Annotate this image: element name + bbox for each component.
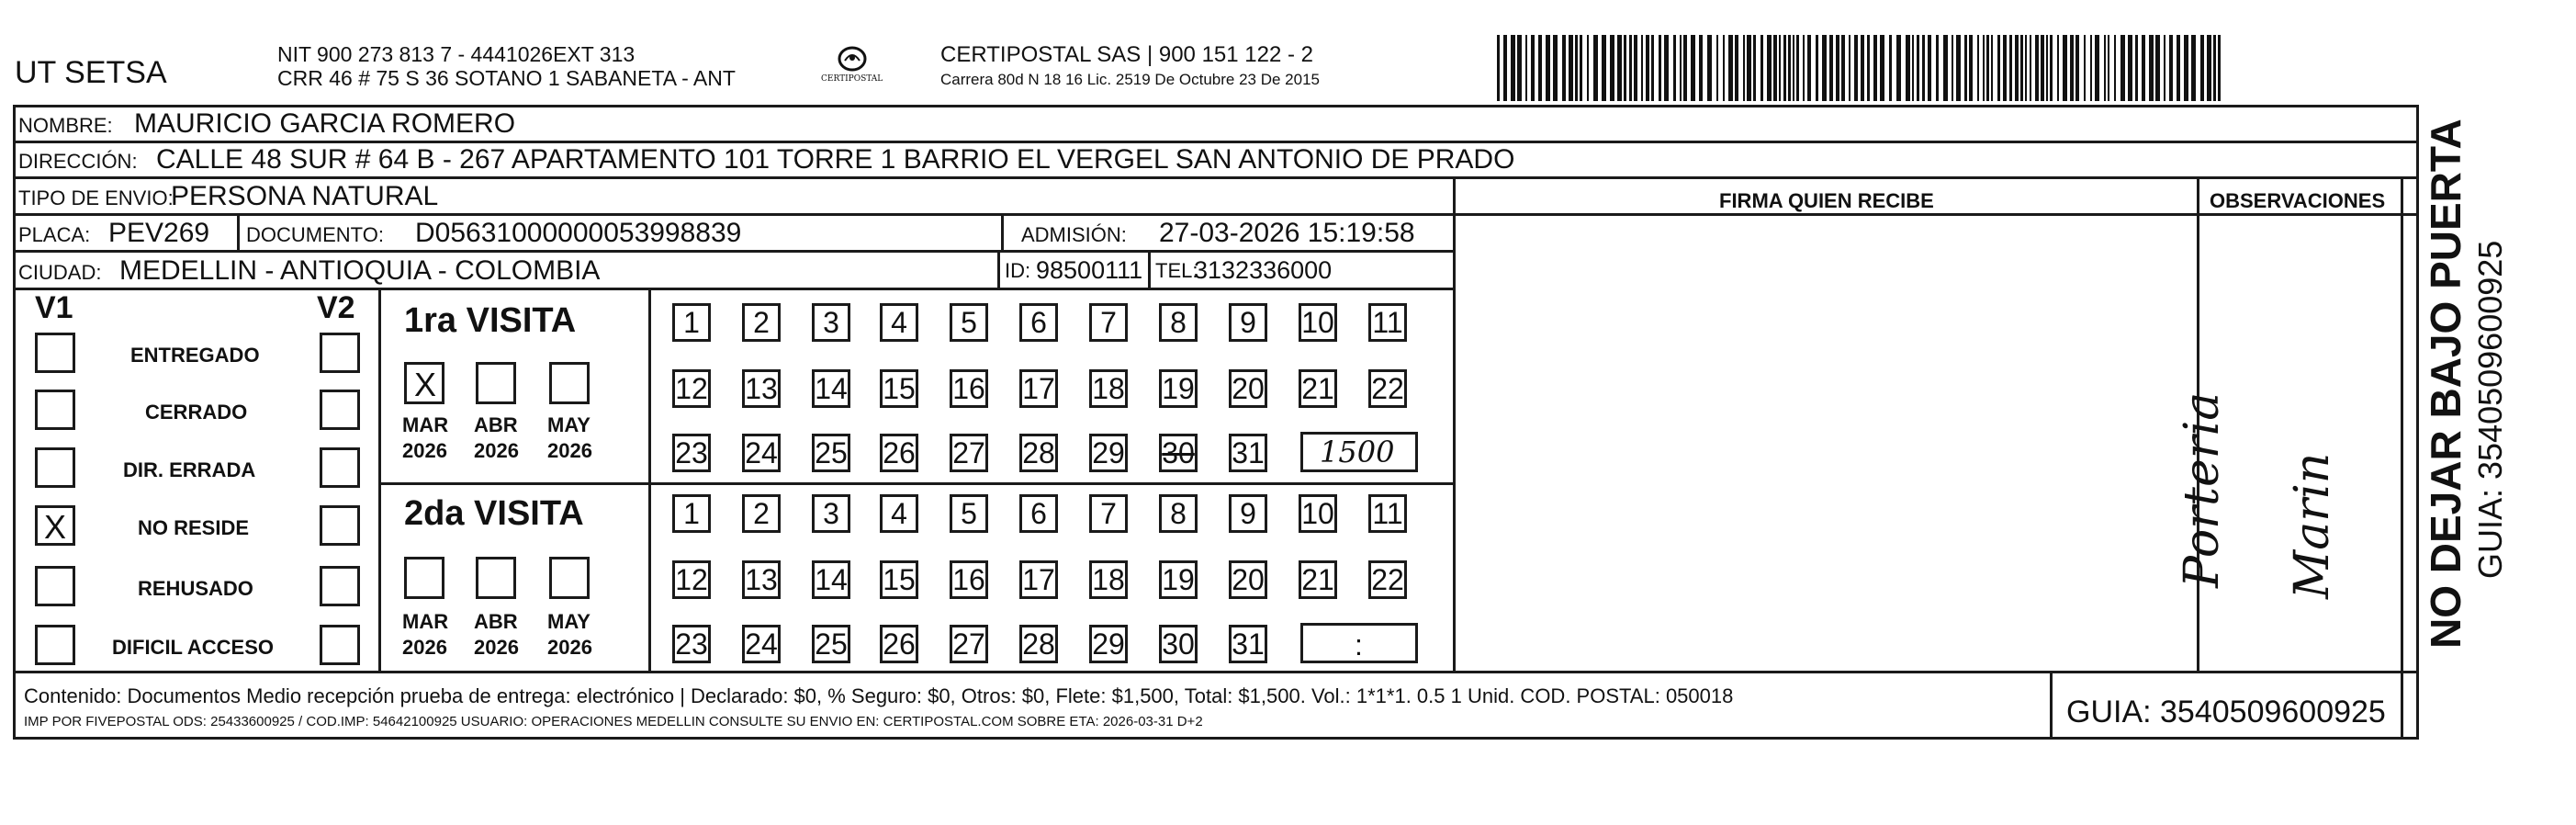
barcode-bar	[1889, 35, 1892, 101]
barcode-bar	[2046, 35, 2048, 101]
status-v2-checkbox[interactable]	[320, 447, 360, 488]
frame-right	[2416, 105, 2419, 740]
company-nit: NIT 900 273 813 7 - 4441026EXT 313	[277, 42, 636, 66]
barcode-bar	[1641, 35, 1643, 101]
carrier-name: CERTIPOSTAL SAS | 900 151 122 - 2	[940, 42, 1313, 67]
status-v1-checkbox[interactable]	[35, 333, 75, 373]
row-line	[13, 250, 1455, 253]
barcode-bar	[1562, 35, 1566, 101]
barcode-bar	[2155, 35, 2160, 101]
day-box[interactable]: 18	[1089, 369, 1128, 408]
day-box[interactable]: 9	[1229, 494, 1267, 533]
barcode-bar	[1867, 35, 1870, 101]
company-name: UT SETSA	[15, 55, 167, 90]
visit2-title: 2da VISITA	[404, 494, 584, 533]
status-v2-checkbox[interactable]	[320, 566, 360, 606]
barcode-bar	[2063, 35, 2067, 101]
barcode-bar	[1849, 35, 1850, 101]
barcode-bar	[1617, 35, 1622, 101]
v2-header: V2	[317, 290, 355, 325]
barcode-bar	[1691, 35, 1695, 101]
barcode-bar	[1546, 35, 1550, 101]
barcode-bar	[1896, 35, 1901, 101]
barcode-bar	[2207, 35, 2211, 101]
barcode-bar	[1553, 35, 1558, 101]
barcode-bar	[2164, 35, 2165, 101]
status-v1-checkbox[interactable]	[35, 447, 75, 488]
day-box[interactable]: 27	[950, 434, 988, 472]
status-label: CERRADO	[145, 401, 248, 424]
barcode-bar	[2213, 35, 2216, 101]
day-box[interactable]: 14	[812, 560, 850, 599]
day-box[interactable]: 30	[1159, 625, 1198, 663]
observation-handwriting-2: Marin	[2285, 452, 2340, 599]
barcode-bar	[2191, 35, 2196, 101]
barcode-bar	[1538, 35, 1542, 101]
day-box[interactable]: 1	[672, 494, 711, 533]
barcode-bar	[2169, 35, 2173, 101]
barcode-bar	[2114, 35, 2116, 101]
barcode-bar	[2120, 35, 2125, 101]
barcode-bar	[2104, 35, 2106, 101]
status-v2-checkbox[interactable]	[320, 505, 360, 546]
logo-icon	[812, 42, 893, 96]
barcode-bar	[1580, 35, 1582, 101]
barcode-bar	[1610, 35, 1614, 101]
barcode-bar	[1922, 35, 1925, 101]
status-v1-checkbox[interactable]	[35, 505, 75, 546]
signature-header: FIRMA QUIEN RECIBE	[1719, 189, 1934, 212]
day-box[interactable]: 8	[1159, 303, 1198, 342]
day-box[interactable]: 4	[880, 494, 918, 533]
day-box[interactable]: 17	[1019, 369, 1058, 408]
observations-header: OBSERVACIONES	[2210, 189, 2386, 212]
row-line	[13, 176, 2417, 179]
day-box[interactable]: 22	[1368, 369, 1407, 408]
status-label: DIFICIL ACCESO	[112, 636, 275, 659]
barcode-bar	[1936, 35, 1939, 101]
month-checkbox[interactable]	[476, 362, 516, 404]
barcode-bar	[1803, 35, 1805, 101]
day-box[interactable]: 26	[880, 625, 918, 663]
frame-bottom	[13, 737, 2419, 740]
day-box[interactable]: 19	[1159, 560, 1198, 599]
col-line	[237, 213, 240, 252]
frame-left	[13, 105, 16, 740]
document-label: DOCUMENTO:	[246, 223, 384, 246]
barcode-bar	[1807, 35, 1811, 101]
barcode-bar	[1986, 35, 1989, 101]
day-box[interactable]: 10	[1299, 303, 1337, 342]
day-box[interactable]: 29	[1089, 625, 1128, 663]
tel-value: 3132336000	[1194, 256, 1333, 284]
day-box[interactable]: 15	[880, 560, 918, 599]
day-box[interactable]: 11	[1368, 303, 1407, 342]
plate-value: PEV269	[108, 218, 210, 248]
barcode-bar	[2070, 35, 2074, 101]
barcode-bar	[1796, 35, 1799, 101]
barcode-bar	[1575, 35, 1578, 101]
barcode-bar	[1753, 35, 1756, 101]
day-box[interactable]: 13	[742, 560, 781, 599]
certipostal-logo	[812, 42, 893, 96]
city-label: CIUDAD:	[18, 261, 102, 284]
barcode-bar	[1906, 35, 1910, 101]
barcode-bar	[1651, 35, 1654, 101]
status-label: REHUSADO	[138, 577, 253, 600]
row-line	[13, 141, 2417, 143]
barcode-bar	[1503, 35, 1507, 101]
barcode-bar	[2075, 35, 2079, 101]
year-label: 2026	[547, 636, 592, 659]
day-box[interactable]: 6	[1019, 303, 1058, 342]
barcode-bar	[1822, 35, 1827, 101]
day-box[interactable]: 11	[1368, 494, 1407, 533]
barcode-bar	[1664, 35, 1669, 101]
day-box[interactable]: 8	[1159, 494, 1198, 533]
barcode-bar	[2020, 35, 2023, 101]
shipment-type: PERSONA NATURAL	[171, 181, 439, 211]
status-v1-checkbox[interactable]	[35, 625, 75, 665]
barcode-bar	[1683, 35, 1687, 101]
barcode-bar	[2030, 35, 2031, 101]
day-box[interactable]: 7	[1089, 494, 1128, 533]
barcode-bar	[2015, 35, 2019, 101]
plate-label: PLACA:	[18, 223, 91, 246]
barcode-bar	[1773, 35, 1777, 101]
barcode-bar	[2025, 35, 2027, 101]
status-label: ENTREGADO	[130, 344, 260, 367]
day-box[interactable]: 23	[672, 434, 711, 472]
barcode-bar	[1680, 35, 1682, 101]
barcode-bar	[1964, 35, 1967, 101]
id-value: 98500111	[1036, 256, 1143, 284]
barcode-bar	[1861, 35, 1864, 101]
day-box[interactable]: 16	[950, 560, 988, 599]
status-v1-checkbox[interactable]	[35, 390, 75, 430]
day-box[interactable]: 24	[742, 434, 781, 472]
barcode-bar	[1829, 35, 1833, 101]
check-mark: X	[44, 508, 67, 546]
barcode-bar	[2035, 35, 2039, 101]
city-value: MEDELLIN - ANTIOQUIA - COLOMBIA	[119, 255, 601, 286]
barcode-bar	[2050, 35, 2053, 101]
month-checkbox[interactable]	[404, 362, 444, 404]
barcode-bar	[1912, 35, 1914, 101]
day-box[interactable]: 31	[1229, 625, 1267, 663]
barcode-bar	[1983, 35, 1985, 101]
day-box[interactable]: 18	[1089, 560, 1128, 599]
barcode-bar	[1707, 35, 1712, 101]
barcode-bar	[2184, 35, 2188, 101]
day-box[interactable]: 7	[1089, 303, 1128, 342]
visit2-time: :	[1355, 628, 1363, 661]
barcode-bar	[2041, 35, 2044, 101]
day-box[interactable]: 20	[1229, 560, 1267, 599]
barcode-bar	[1788, 35, 1791, 101]
barcode-bar	[1997, 35, 2000, 101]
barcode-bar	[2003, 35, 2007, 101]
barcode-bar	[1624, 35, 1626, 101]
barcode-bar	[1760, 35, 1763, 101]
month-label: MAY	[547, 610, 591, 633]
month-label: ABR	[474, 413, 518, 436]
col-line	[1148, 250, 1151, 288]
day-box[interactable]: 13	[742, 369, 781, 408]
barcode-bar	[1569, 35, 1573, 101]
status-label: DIR. ERRADA	[123, 458, 256, 481]
month-label: MAR	[402, 610, 449, 633]
barcode-bar	[1928, 35, 1931, 101]
row-line	[13, 671, 2417, 673]
barcode-bar	[1716, 35, 1718, 101]
barcode-bar	[1699, 35, 1703, 101]
day-box[interactable]: 25	[812, 625, 850, 663]
barcode-bar	[2142, 35, 2145, 101]
name-label: NOMBRE:	[18, 114, 113, 137]
barcode-bar	[1629, 35, 1632, 101]
signature-area[interactable]	[1460, 217, 2193, 667]
type-label: TIPO DE ENVIO:	[18, 186, 174, 209]
day-box[interactable]: 21	[1299, 369, 1337, 408]
check-mark: X	[414, 366, 437, 403]
admission-value: 27-03-2026 15:19:58	[1159, 218, 1415, 248]
barcode-bar	[1593, 35, 1598, 101]
barcode-bar	[1880, 35, 1884, 101]
barcode-bar	[2218, 35, 2221, 101]
barcode-bar	[1917, 35, 1919, 101]
footer-content: Contenido: Documentos Medio recepción prueba de entrega: electrónico | Declarado: $0, % Seguro: $0, Otros: $0, Flete: $1,500, Total: $1,500. Vol.: 1*1*1. 0.5 1 Unid. COD. POSTAL: 050018	[24, 684, 1734, 707]
barcode-bar	[2149, 35, 2154, 101]
day-box[interactable]: 5	[950, 494, 988, 533]
visit1-time-box[interactable]	[1300, 432, 1418, 472]
side-guia: GUIA: 3540509600925	[2471, 240, 2509, 579]
carrier-license: Carrera 80d N 18 16 Lic. 2519 De Octubre 23 De 2015	[940, 71, 1320, 88]
month-checkbox[interactable]	[404, 557, 444, 599]
barcode-bar	[1646, 35, 1649, 101]
company-address: CRR 46 # 75 S 36 SOTANO 1 SABANETA - ANT	[277, 66, 736, 90]
barcode-bar	[1854, 35, 1858, 101]
day-box[interactable]: 2	[742, 303, 781, 342]
day-box[interactable]: 5	[950, 303, 988, 342]
barcode-bar	[1531, 35, 1535, 101]
barcode-bar	[1517, 35, 1522, 101]
barcode-bar	[2128, 35, 2132, 101]
barcode-bar	[1673, 35, 1676, 101]
status-label: NO RESIDE	[138, 516, 250, 539]
day-box[interactable]: 12	[672, 369, 711, 408]
day-box[interactable]: 20	[1229, 369, 1267, 408]
id-label: ID:	[1005, 259, 1031, 282]
barcode-bar	[1728, 35, 1733, 101]
barcode-bar	[1991, 35, 1993, 101]
barcode-bar	[1943, 35, 1948, 101]
col-line	[997, 250, 1000, 288]
barcode-bar	[1511, 35, 1515, 101]
barcode-bar	[1525, 35, 1527, 101]
day-box[interactable]: 1	[672, 303, 711, 342]
barcode-bar	[1767, 35, 1772, 101]
day-box[interactable]: 3	[812, 303, 850, 342]
month-checkbox[interactable]	[549, 362, 590, 404]
address-label: DIRECCIÓN:	[18, 150, 138, 173]
barcode-bar	[1779, 35, 1781, 101]
day-box[interactable]: 3	[812, 494, 850, 533]
tel-label: TEL:	[1155, 259, 1198, 282]
day-box[interactable]: 24	[742, 625, 781, 663]
barcode-bar	[1743, 35, 1745, 101]
barcode-bar	[1587, 35, 1589, 101]
barcode-bar	[1634, 35, 1637, 101]
barcode-bar	[2057, 35, 2059, 101]
day-box[interactable]: 17	[1019, 560, 1058, 599]
barcode-bar	[2095, 35, 2099, 101]
col-line	[648, 288, 651, 672]
barcode-bar	[1977, 35, 1979, 101]
year-label: 2026	[402, 439, 447, 462]
day-box[interactable]: 2	[742, 494, 781, 533]
footer-guia: GUIA: 3540509600925	[2066, 695, 2386, 729]
admission-label: ADMISIÓN:	[1021, 223, 1127, 246]
col-line	[1453, 176, 1456, 672]
recipient-address: CALLE 48 SUR # 64 B - 267 APARTAMENTO 101 TORRE 1 BARRIO EL VERGEL SAN ANTONIO DE PRADO	[156, 144, 1515, 175]
barcode-bar	[2200, 35, 2204, 101]
status-v2-checkbox[interactable]	[320, 390, 360, 430]
month-label: MAY	[547, 413, 591, 436]
day-box[interactable]: 21	[1299, 560, 1337, 599]
barcode-bar	[1841, 35, 1845, 101]
barcode-bar	[1816, 35, 1818, 101]
barcode-bar	[2084, 35, 2086, 101]
barcode-bar	[1747, 35, 1751, 101]
barcode-bar	[1659, 35, 1661, 101]
status-v2-checkbox[interactable]	[320, 625, 360, 665]
barcode-bar	[2090, 35, 2092, 101]
day-box[interactable]: 4	[880, 303, 918, 342]
day-box[interactable]: 15	[880, 369, 918, 408]
day-box[interactable]: 28	[1019, 625, 1058, 663]
visit1-time: 1500	[1320, 435, 1395, 469]
barcode	[1497, 35, 2226, 101]
row-line	[378, 482, 1455, 485]
year-label: 2026	[402, 636, 447, 659]
day-box-marked[interactable]: 30	[1159, 434, 1198, 472]
observation-handwriting-1: Porteria	[2175, 391, 2230, 588]
barcode-bar	[1783, 35, 1786, 101]
day-box[interactable]: 6	[1019, 494, 1058, 533]
month-checkbox[interactable]	[549, 557, 590, 599]
year-label: 2026	[474, 636, 519, 659]
side-warning: NO DEJAR BAJO PUERTA	[2422, 119, 2469, 649]
recipient-name: MAURICIO GARCIA ROMERO	[134, 108, 516, 139]
visit1-title: 1ra VISITA	[404, 301, 577, 340]
row-line	[13, 213, 2417, 216]
month-label: ABR	[474, 610, 518, 633]
day-box[interactable]: 10	[1299, 494, 1337, 533]
logo-text: CERTIPOSTAL	[821, 74, 883, 84]
month-checkbox[interactable]	[476, 557, 516, 599]
barcode-bar	[1836, 35, 1839, 101]
day-box[interactable]: 19	[1159, 369, 1198, 408]
day-box[interactable]: 26	[880, 434, 918, 472]
col-line	[378, 288, 381, 672]
col-line	[1001, 213, 1004, 252]
col-line	[2401, 105, 2403, 178]
day-box[interactable]: 16	[950, 369, 988, 408]
barcode-bar	[2108, 35, 2109, 101]
barcode-bar	[2009, 35, 2012, 101]
day-box[interactable]: 22	[1368, 560, 1407, 599]
barcode-bar	[1873, 35, 1877, 101]
row-line	[13, 288, 1455, 290]
day-box[interactable]: 31	[1229, 434, 1267, 472]
day-box[interactable]: 28	[1019, 434, 1058, 472]
barcode-bar	[2135, 35, 2138, 101]
barcode-bar	[1952, 35, 1953, 101]
barcode-bar	[1497, 35, 1500, 101]
status-v2-checkbox[interactable]	[320, 333, 360, 373]
barcode-bar	[1969, 35, 1973, 101]
footer-print-info: IMP POR FIVEPOSTAL ODS: 25433600925 / COD.IMP: 54642100925 USUARIO: OPERACIONES MEDELLIN CONSULTE SU ENVIO EN: CERTIPOSTAL.COM SOBRE ETA: 2026-03-31 D+2	[24, 714, 1203, 729]
day-box[interactable]: 29	[1089, 434, 1128, 472]
status-v1-checkbox[interactable]	[35, 566, 75, 606]
barcode-bar	[1793, 35, 1794, 101]
month-label: MAR	[402, 413, 449, 436]
barcode-bar	[1723, 35, 1725, 101]
visit2-time-box[interactable]	[1300, 623, 1418, 663]
day-box[interactable]: 27	[950, 625, 988, 663]
year-label: 2026	[474, 439, 519, 462]
frame-top	[13, 105, 2419, 107]
barcode-bar	[1735, 35, 1738, 101]
day-box[interactable]: 25	[812, 434, 850, 472]
year-label: 2026	[547, 439, 592, 462]
col-line	[2401, 176, 2403, 739]
day-box[interactable]: 23	[672, 625, 711, 663]
barcode-bar	[1602, 35, 1606, 101]
v1-header: V1	[35, 290, 73, 325]
barcode-bar	[2177, 35, 2180, 101]
day-box[interactable]: 14	[812, 369, 850, 408]
barcode-bar	[1956, 35, 1961, 101]
day-box[interactable]: 12	[672, 560, 711, 599]
col-line	[2050, 671, 2053, 739]
document-value: D05631000000053998839	[415, 218, 742, 248]
day-box[interactable]: 9	[1229, 303, 1267, 342]
